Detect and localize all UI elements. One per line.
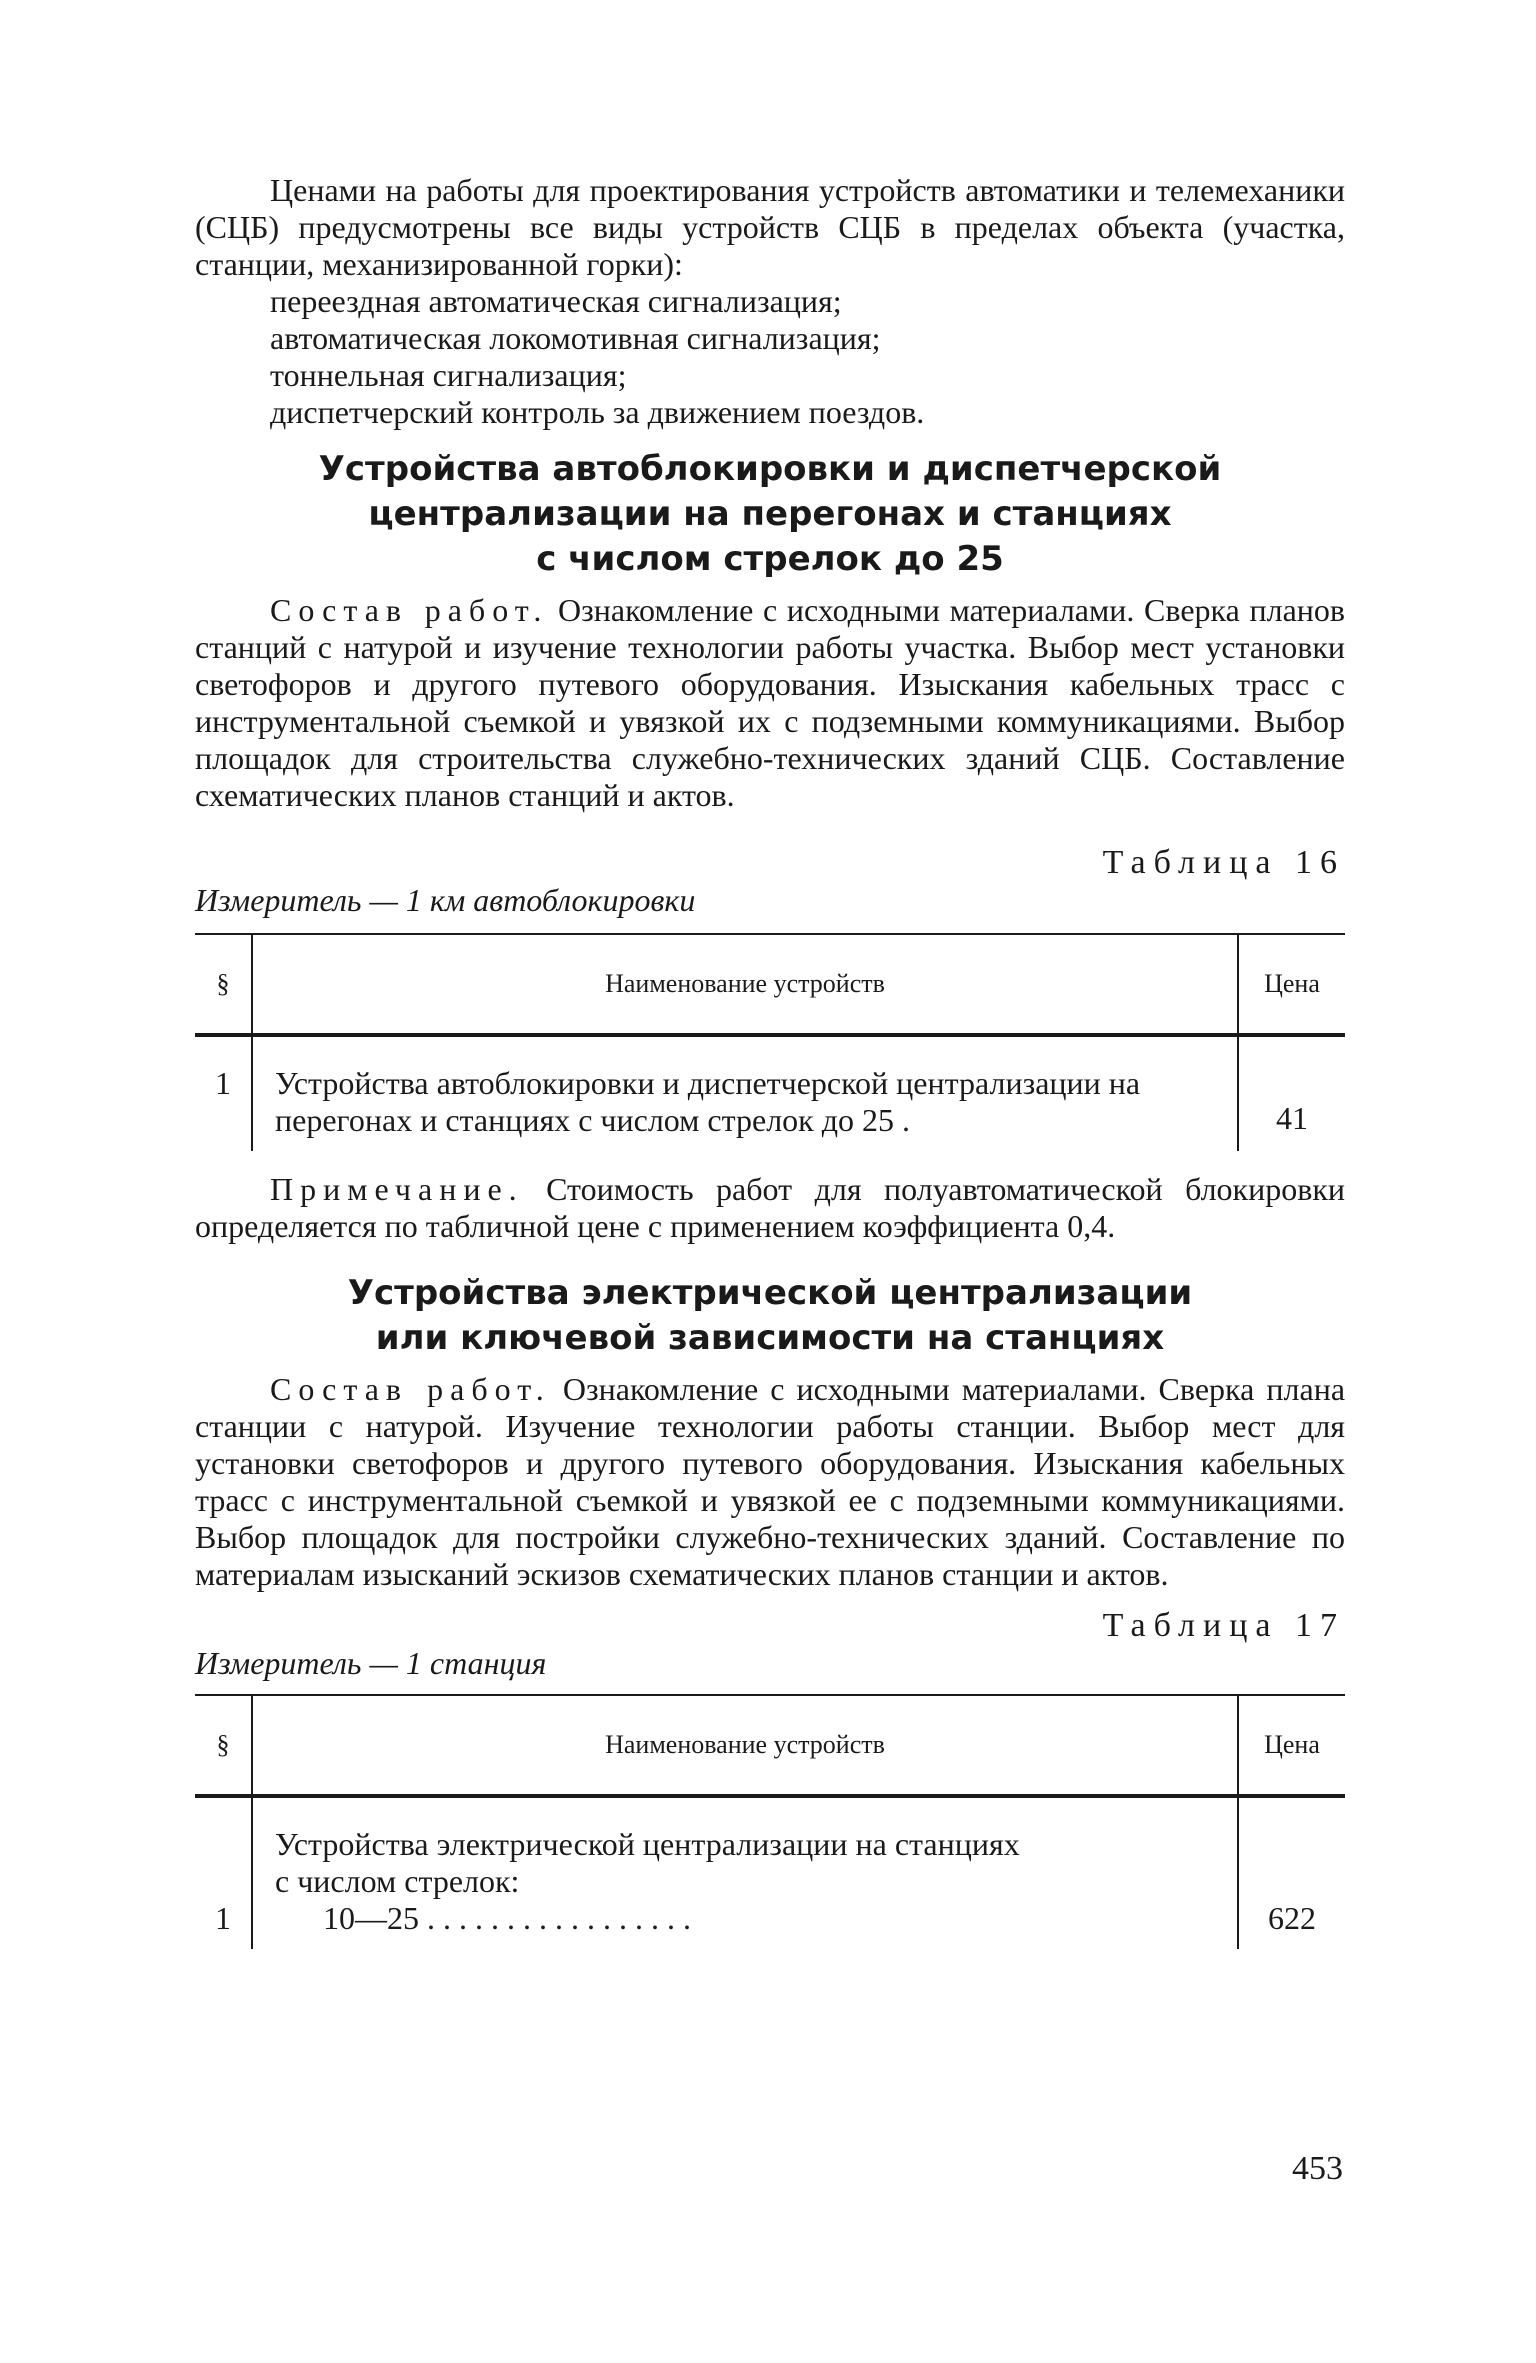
cell-section: 1 (215, 1900, 231, 1936)
cell-price: 41 (1276, 1100, 1308, 1136)
table16-measure: Измеритель — 1 км автоблокировки (195, 882, 696, 918)
work-text: Ознакомление с исходными материалами. Сверка плана станции с натурой. Изучение технологии работы станции. Выбор мест для установки светофоров и другого путевого оборудования. Изыскания кабельных трасс с инструментальной съемкой и увязкой ее с подземными коммуникациями. Выбор площадок для постройки служебно-технических зданий. Составление по материалам изысканий эскизов схематических планов станции и актов. (195, 1371, 1346, 1592)
leader-dots: . . . . . . . . . . . . . . . . . (427, 1900, 691, 1936)
cell-price: 622 (1268, 1900, 1316, 1936)
intro-paragraph: Ценами на работы для проектирования устройств автоматики и телемеханики (СЦБ) предусмотрены все виды устройств СЦБ в пределах объекта (участка, станции, механизированной горки): (195, 172, 1345, 282)
cell-section: 1 (215, 1065, 231, 1101)
note-label: Примечание. (270, 1171, 524, 1207)
cell-name: Устройства автоблокировки и диспетчерской централизации на перегонах и станциях с числом стрелок до 25 . (252, 1035, 1238, 1151)
table-row (195, 1035, 1345, 1151)
table-row (195, 1796, 1345, 1949)
section1-title (195, 447, 1345, 582)
list-item: переездная автоматическая сигнализация; (270, 283, 842, 319)
work-label: Состав работ. (270, 1371, 551, 1407)
table17-measure: Измеритель — 1 станция (195, 1645, 547, 1681)
list-item: диспетчерский контроль за движением поездов. (270, 394, 925, 430)
page-number: 453 (1292, 2150, 1343, 2187)
work-label: Состав работ. (270, 592, 549, 628)
header-name: Наименование устройств (252, 1695, 1238, 1796)
section2-title-line: или ключевой зависимости на станциях (375, 1318, 1165, 1358)
table16 (195, 933, 1345, 1151)
header-name: Наименование устройств (252, 934, 1238, 1035)
list-item: автоматическая локомотивная сигнализация; (270, 320, 881, 356)
work-text: Ознакомление с исходными материалами. Сверка планов станций с натурой и изучение технологии работы участка. Выбор мест установки светофоров и другого путевого оборудования. Изыскания кабельных трасс с инструментальной съемкой и увязкой их с подземными коммуникациями. Выбор площадок для строительства служебно-технических зданий СЦБ. Составление схематических планов станций и актов. (195, 592, 1346, 813)
note-text: Стоимость работ для полуавтоматической блокировки определяется по табличной цене с применением коэффициента 0,4. (195, 1171, 1345, 1244)
note-paragraph (195, 1171, 1345, 1245)
table16-caption: Таблица 16 (1102, 844, 1345, 881)
header-price: Цена (1264, 969, 1320, 998)
cell-range-line (275, 1900, 1215, 1937)
section1-title-line: централизации на перегонах и станциях (368, 494, 1172, 534)
table17 (195, 1694, 1345, 1949)
section2-work-paragraph (195, 1371, 1345, 1593)
table17-caption: Таблица 17 (1102, 1607, 1345, 1644)
header-price: Цена (1264, 1730, 1320, 1759)
cell-name-line: Устройства электрической централизации на станциях (275, 1826, 1020, 1862)
section2-title-line: Устройства электрической централизации (347, 1273, 1193, 1313)
intro-list (195, 283, 1345, 431)
header-section: § (216, 1730, 230, 1759)
section2-title (195, 1271, 1345, 1361)
section1-title-line: Устройства автоблокировки и диспетчерской (318, 449, 1222, 489)
list-item: тоннельная сигнализация; (270, 357, 627, 393)
page-content (195, 172, 1345, 1949)
range-value: 10—25 (323, 1900, 419, 1936)
header-section: § (216, 969, 230, 998)
section1-work-paragraph (195, 592, 1345, 814)
cell-name (252, 1796, 1238, 1949)
cell-name-line: с числом стрелок: (275, 1863, 520, 1899)
section1-title-line: с числом стрелок до 25 (536, 539, 1004, 579)
